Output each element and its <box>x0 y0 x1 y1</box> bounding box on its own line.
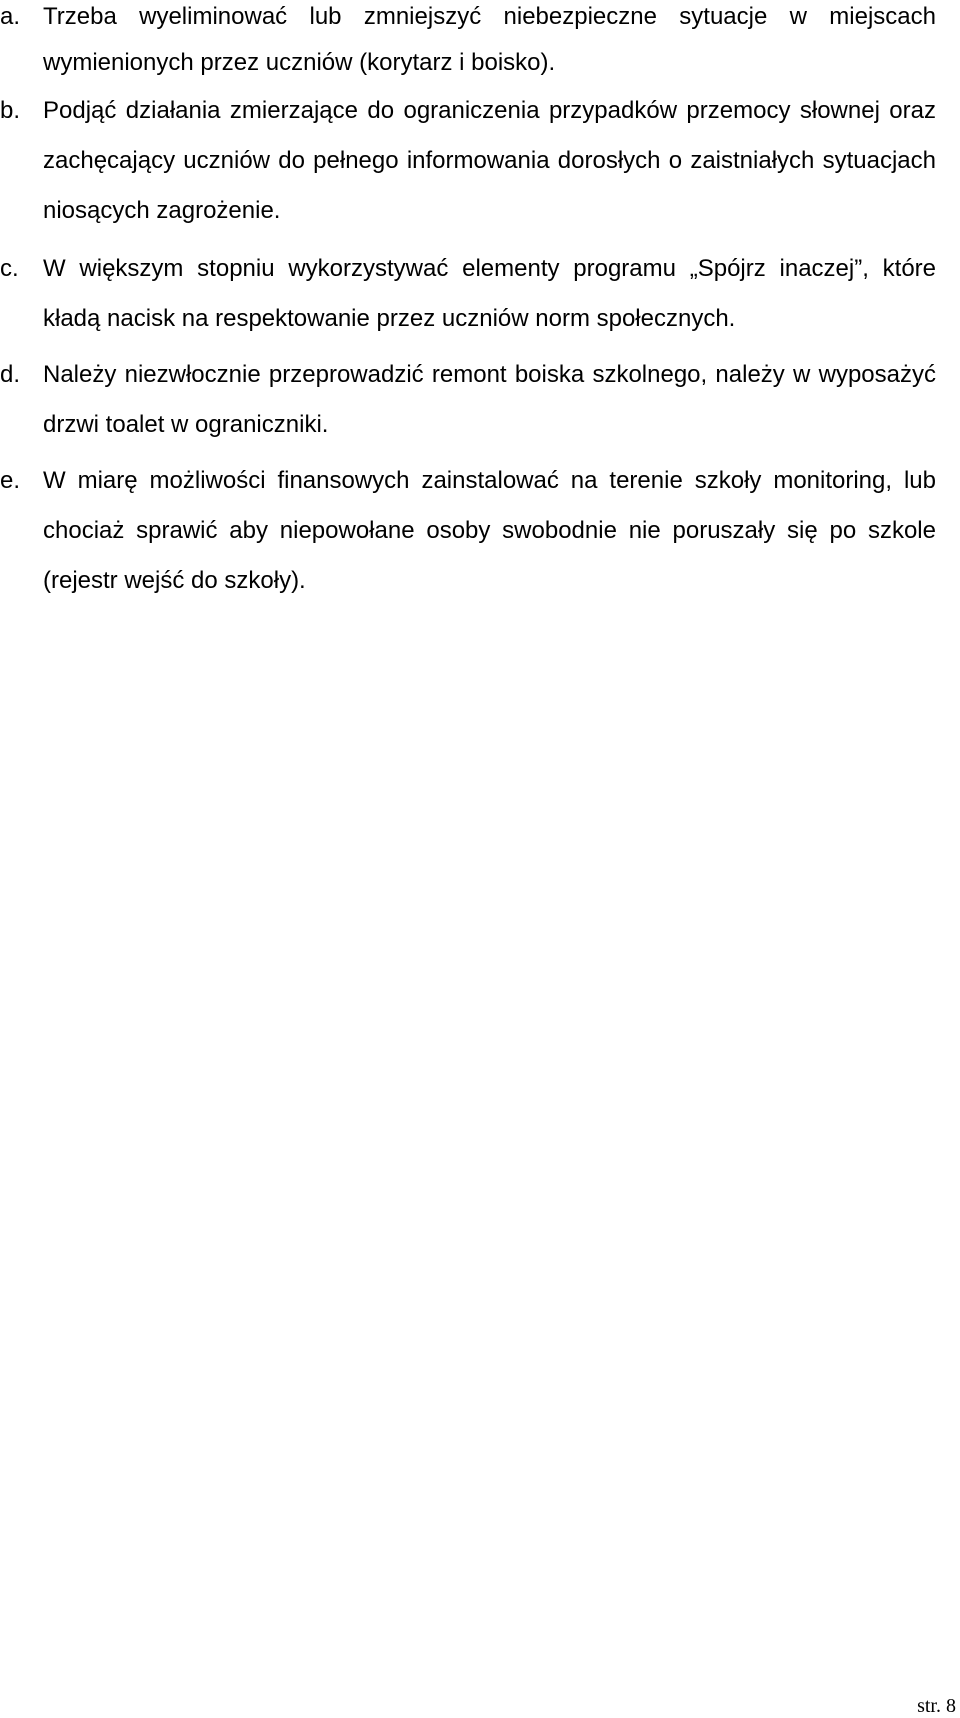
list-letter: e. <box>0 467 21 494</box>
list-item-text: W miarę możliwości finansowych zainstalować na terenie szkoły monitoring, lub chociaż sprawić aby niepowołane osoby swobodnie nie poruszały się po szkole (rejestr wejść do szkoły). <box>43 467 936 594</box>
list-item-text: Podjąć działania zmierzające do ograniczenia przypadków przemocy słownej oraz zachęcający uczniów do pełnego informowania dorosłych o zaistniałych sytuacjach niosących zagrożenie. <box>43 97 936 224</box>
list-item-text: W większym stopniu wykorzystywać elementy programu „Spójrz inaczej”, które kładą nacisk na respektowanie przez uczniów norm społecznych. <box>43 255 936 332</box>
list-letter: b. <box>0 97 21 124</box>
list-item-e <box>0 456 960 606</box>
document-body <box>0 0 960 606</box>
list-item-text: Należy niezwłocznie przeprowadzić remont boiska szkolnego, należy w wyposażyć drzwi toalet w ograniczniki. <box>43 361 936 438</box>
page-number: str. 8 <box>917 1695 956 1717</box>
list-item-d <box>0 350 960 450</box>
list-item-c <box>0 244 960 344</box>
list-letter: a. <box>0 3 21 30</box>
list-item-text: Trzeba wyeliminować lub zmniejszyć niebezpieczne sytuacje w miejscach wymienionych przez uczniów (korytarz i boisko). <box>43 3 936 76</box>
list-letter: c. <box>0 255 19 282</box>
list-letter: d. <box>0 361 21 388</box>
list-item-b <box>0 86 960 236</box>
list-item-a <box>0 0 960 86</box>
